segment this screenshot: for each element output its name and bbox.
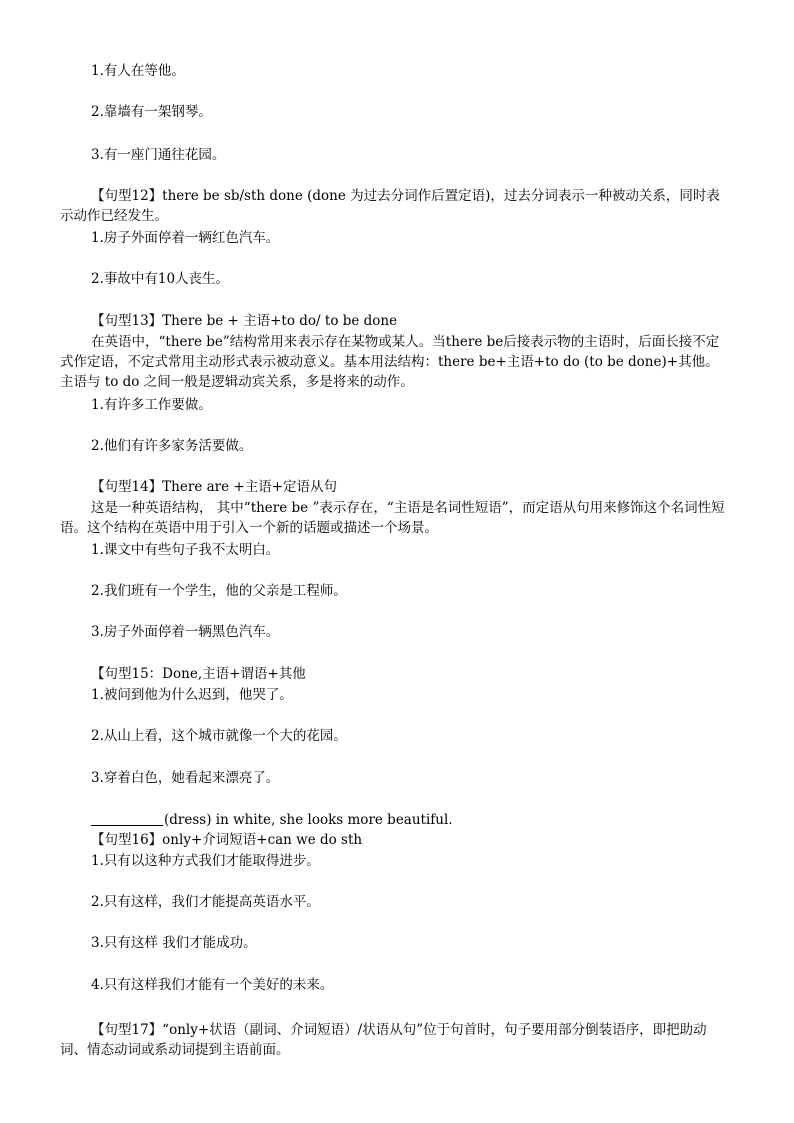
list-item: 1.被问到他为什么迟到，他哭了。 [91, 687, 293, 703]
list-item: 1.房子外面停着一辆红色汽车。 [91, 230, 280, 246]
section-heading: 【句型17】“only+状语（副词、介词短语）/状语从句”位于句首时，句子要用部分倒装语序，即把助动词、情态动词或系动词提到主语前面。 [60, 1022, 707, 1058]
list-item: 2.只有这样，我们才能提高英语水平。 [91, 894, 320, 910]
section-heading: 【句型16】only+介词短语+can we do sth [91, 832, 363, 848]
list-item: 1.课文中有些句子我不太明白。 [91, 542, 280, 558]
list-item: 3.只有这样 我们才能成功。 [91, 935, 257, 951]
list-item: 3.房子外面停着一辆黑色汽车。 [91, 624, 280, 640]
section-heading: 【句型15：Done,主语+谓语+其他 [91, 666, 306, 682]
list-item: 2.他们有许多家务活要做。 [91, 438, 253, 454]
list-item: 1.有许多工作要做。 [91, 397, 212, 413]
section-description: 在英语中，“there be”结构常用来表示存在某物或某人。当there be后接表示物的主语时，后面长接不定式作定语，不定式常用主动形式表示被动意义。基本用法结构：there be+主语+to do (to be done)+其他。主语与 to do 之间一般是逻辑动宾关系，多是将来的动作。 [60, 334, 720, 390]
list-item: 2.我们班有一个学生，他的父亲是工程师。 [91, 583, 347, 599]
list-item: 1.只有以这种方式我们才能取得进步。 [91, 853, 320, 869]
section-description: 这是一种英语结构， 其中“there be ”表示存在，“主语是名词性短语”，而定语从句用来修饰这个名词性短语。这个结构在英语中用于引入一个新的话题或描述一个场景。 [60, 500, 725, 536]
section-heading: 【句型13】There be + 主语+to do/ to be done [91, 313, 398, 329]
list-item: 2.靠墙有一架钢琴。 [91, 104, 212, 120]
list-item: 1.有人在等他。 [91, 63, 185, 79]
list-item: 3.穿着白色，她看起来漂亮了。 [91, 770, 280, 786]
section-heading: 【句型14】There are +主语+定语从句 [91, 479, 338, 495]
list-item: 3.有一座门通往花园。 [91, 147, 226, 163]
list-item: 4.只有这样我们才能有一个美好的未来。 [91, 977, 334, 993]
section-heading: 【句型12】there be sb/sth done (done 为过去分词作后置定语)，过去分词表示一种被动关系，同时表示动作已经发生。 [60, 188, 720, 224]
fill-sentence-text: (dress) in white, she looks more beautiful. [164, 812, 453, 828]
answer-blank[interactable] [91, 811, 163, 826]
fill-blank-sentence [91, 810, 453, 830]
list-item: 2.从山上看，这个城市就像一个大的花园。 [91, 728, 347, 744]
list-item: 2.事故中有10人丧生。 [91, 271, 230, 287]
